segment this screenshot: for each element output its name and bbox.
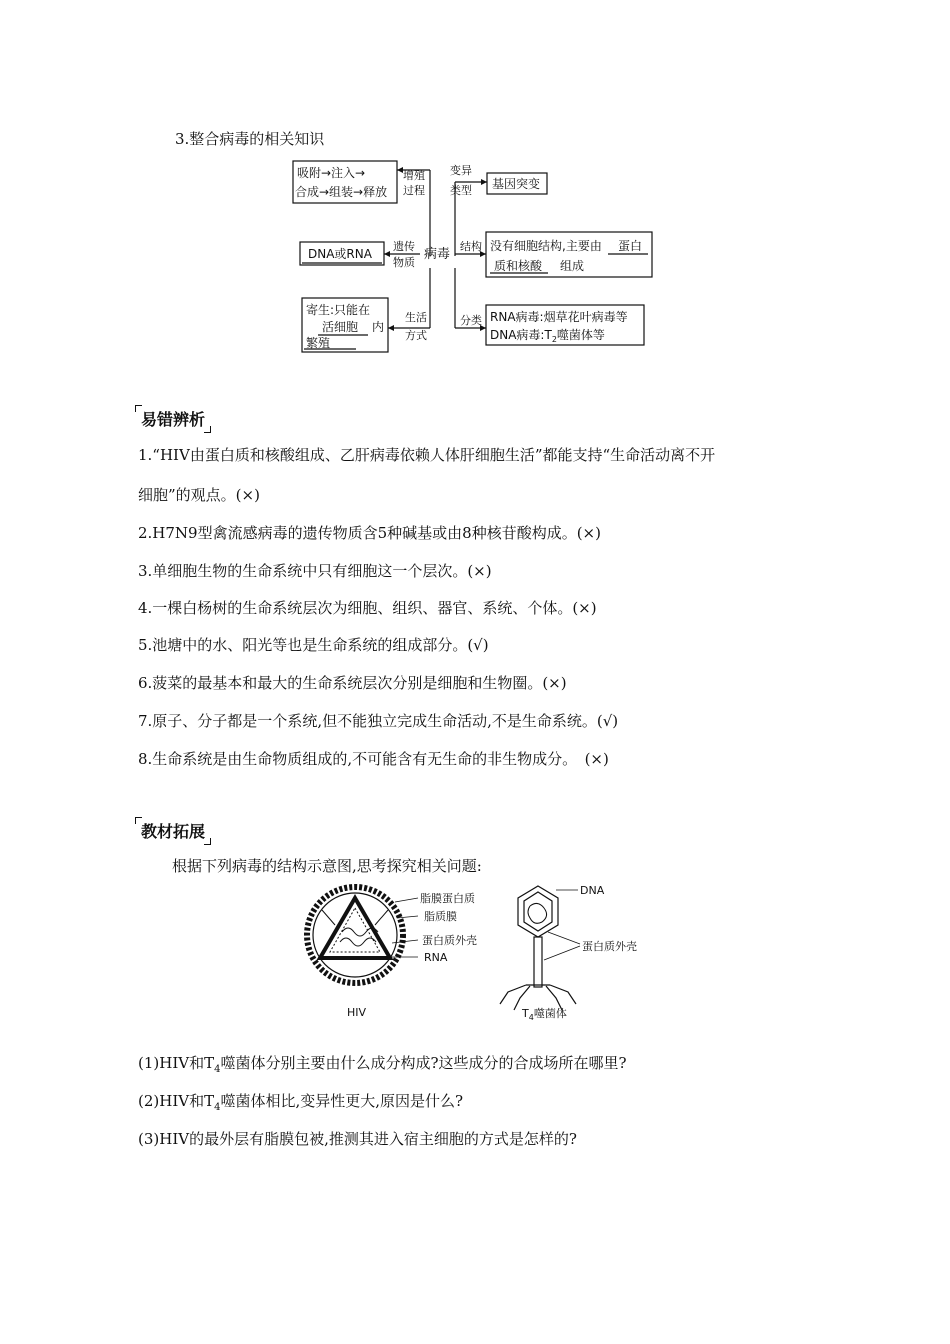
replication-line2: 合成→组装→释放 — [295, 185, 388, 199]
intro-text: 根据下列病毒的结构示意图,思考探究相关问题: — [172, 857, 482, 875]
class-label: 分类 — [460, 314, 482, 327]
hiv-label-lipid-membrane: 脂质膜 — [424, 910, 457, 923]
hiv-caption: HIV — [347, 1006, 367, 1019]
life-mid: 内 — [372, 320, 385, 334]
error-item: 3.单细胞生物的生命系统中只有细胞这一个层次。(×) — [138, 562, 492, 580]
error-item: 5.池塘中的水、阳光等也是生命系统的组成部分。(√) — [138, 636, 489, 654]
error-item: 2.H7N9型禽流感病毒的遗传物质含5种碱基或由8种核苷酸构成。(×) — [138, 524, 601, 542]
error-item: 细胞”的观点。(×) — [138, 486, 260, 504]
structure-line1: 没有细胞结构,主要由 — [490, 239, 602, 253]
hiv-diagram — [307, 887, 418, 983]
hiv-label-rna: RNA — [424, 951, 448, 964]
structure-end: 组成 — [560, 259, 585, 273]
replication-label2: 过程 — [403, 184, 425, 197]
error-item: 7.原子、分子都是一个系统,但不能独立完成生命活动,不是生命系统。(√) — [138, 712, 619, 730]
question: (1)HIV和$T_4$噬菌体分别主要由什么成分构成?这些成分的合成场所在哪里? — [138, 1054, 627, 1075]
genetic-label1: 遗传 — [393, 240, 415, 253]
structure-blank2: 质和核酸 — [494, 259, 543, 273]
variation-box-text: 基因突变 — [492, 177, 541, 191]
textbook-extension-heading: 教材拓展 — [135, 817, 211, 845]
question: (3)HIV的最外层有脂膜包被,推测其进入宿主细胞的方式是怎样的? — [138, 1130, 577, 1148]
class-line1: RNA病毒:烟草花叶病毒等 — [490, 310, 628, 324]
error-item: 8.生命系统是由生命物质组成的,不可能含有无生命的非生物成分。 (×) — [138, 750, 609, 768]
hiv-label-envelope-protein: 脂膜蛋白质 — [420, 892, 475, 905]
error-analysis-heading: 易错辨析 — [135, 405, 211, 433]
replication-line1: 吸附→注入→ — [297, 166, 366, 180]
replication-label1: 增殖 — [403, 169, 425, 182]
structure-label: 结构 — [460, 240, 482, 253]
life-line1: 寄生:只能在 — [306, 303, 371, 317]
phage-caption: $T_4$噬菌体 — [522, 1007, 567, 1022]
life-line3: 繁殖 — [306, 336, 331, 350]
phage-diagram — [500, 886, 580, 1010]
genetic-box-text: DNA或RNA — [308, 247, 372, 261]
error-item: 4.一棵白杨树的生命系统层次为细胞、组织、器官、系统、个体。(×) — [138, 599, 597, 617]
hiv-label-capsid: 蛋白质外壳 — [422, 934, 477, 947]
variation-label1: 变异 — [450, 164, 472, 177]
error-item: 6.菠菜的最基本和最大的生命系统层次分别是细胞和生物圈。(×) — [138, 674, 567, 692]
genetic-label2: 物质 — [393, 256, 415, 269]
center-node: 病毒 — [424, 247, 451, 262]
class-line2: DNA病毒$:T_2$噬菌体等 — [490, 328, 605, 344]
error-item: 1.“HIV由蛋白质和核酸组成、乙肝病毒依赖人体肝细胞生活”都能支持“生命活动离不开 — [138, 446, 716, 464]
section-title: 3.整合病毒的相关知识 — [175, 130, 325, 148]
phage-label-dna: DNA — [580, 884, 605, 897]
virus-structure-figure — [300, 880, 660, 1025]
phage-label-capsid: 蛋白质外壳 — [582, 940, 637, 953]
life-label2: 方式 — [405, 329, 427, 342]
structure-blank1: 蛋白 — [618, 239, 643, 253]
variation-label2: 类型 — [450, 184, 472, 197]
life-blank: 活细胞 — [322, 320, 359, 334]
virus-concept-map — [290, 158, 660, 353]
life-label1: 生活 — [405, 311, 427, 324]
question: (2)HIV和$T_4$噬菌体相比,变异性更大,原因是什么? — [138, 1092, 464, 1113]
